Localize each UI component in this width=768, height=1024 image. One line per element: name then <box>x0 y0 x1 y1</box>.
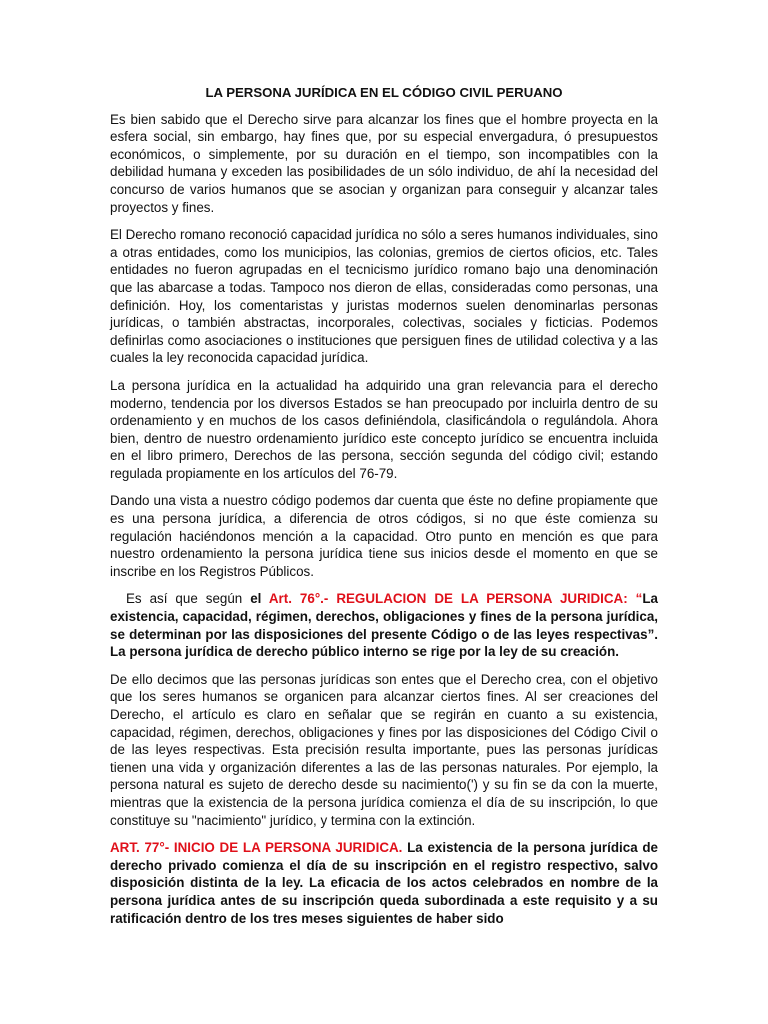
article-77-text: La existencia de la persona jurídica de derecho privado comienza el día de su inscripción en el registro respectivo, salvo disposición distinta de la ley. La eficacia de los actos celebrados en nombre de la persona jurídica antes de su inscripción queda subordinada a este requisito y a su ratificación dentro de los tres meses siguientes de haber sido <box>110 840 659 926</box>
paragraph-6: De ello decimos que las personas jurídicas son entes que el Derecho crea, con el objetivo que los seres humanos se organicen para alcanzar ciertos fines. Al ser creaciones del Derecho, el artículo es claro en señalar que se regirán en cuanto a su existencia, capacidad, régimen, derechos, obligaciones y fines por las disposiciones del Código Civil o de las leyes respectivas. Esta precisión resulta importante, pues las personas jurídicas tienen una vida y organización diferentes a las de las personas naturales. Por ejemplo, la persona natural es sujeto de derecho desde su nacimiento(') y su fin se da con la muerte, mientras que la existencia de la persona jurídica comienza el día de su inscripción, lo que constituye su "nacimiento" jurídico, y termina con la extinción. <box>110 671 658 828</box>
paragraph-3: La persona jurídica en la actualidad ha adquirido una gran relevancia para el derecho moderno, tendencia por los diversos Estados se han preocupado por incluirla dentro de su ordenamiento y en muchos de los casos definiéndola, clasificándola o regulándola. Ahora bien, dentro de nuestro ordenamiento jurídico este concepto jurídico se encuentra incluida en el libro primero, Derechos de las persona, sección segunda del código civil; estando regulada propiamente en los artículos del 76-79. <box>110 377 658 481</box>
document-body <box>110 84 662 937</box>
article-76-el: el <box>250 591 269 607</box>
article-76-lead: Es así que según <box>110 591 251 607</box>
document-title: LA PERSONA JURÍDICA EN EL CÓDIGO CIVIL PERUANO <box>205 85 563 100</box>
article-76-heading: Art. 76°.- REGULACION DE LA PERSONA JURIDICA: “ <box>268 591 643 607</box>
paragraph-2: El Derecho romano reconoció capacidad jurídica no sólo a seres humanos individuales, sino a otras entidades, como los municipios, las colonias, gremios de ciertos oficios, etc. Tales entidades no fueron agrupadas en el tecnicismo jurídico romano bajo una denominación que las abarcase a todas. Tampoco nos dieron de ellas, consideradas como personas, una definición. Hoy, los comentaristas y juristas modernos suelen denominarlas personas jurídicas, o también abstractas, incorporales, colectivas, sociales y ficticias. Podemos definirlas como asociaciones o instituciones que persiguen fines de utilidad colectiva y a las cuales la ley reconocida capacidad jurídica. <box>110 227 658 366</box>
paragraph-4: Dando una vista a nuestro código podemos dar cuenta que éste no define propiamente que es una persona jurídica, a diferencia de otros códigos, si no que éste comienza su regulación haciéndonos mención a la capacidad. Otro punto en mención es que para nuestro ordenamiento la persona jurídica tiene sus inicios desde el momento en que se inscribe en los Registros Públicos. <box>110 493 658 579</box>
paragraph-article-77 <box>110 839 658 927</box>
article-76-text: La existencia, capacidad, régimen, derechos, obligaciones y fines de la persona jurídica, se determinan por las disposiciones del presente Código o de las leyes respectivas”. La persona jurídica de derecho público interno se rige por la ley de su creación. <box>110 591 662 660</box>
paragraph-1: Es bien sabido que el Derecho sirve para alcanzar los fines que el hombre proyecta en la esfera social, sin embargo, hay fines que, por su especial envergadura, ó presupuestos económicos, o simplemente, por su duración en el tiempo, son incompatibles con la debilidad humana y exceden las posibilidades de un sólo individuo, de ahí la necesidad del concurso de varios humanos que se asocian y organizan para conseguir y alcanzar tales proyectos y fines. <box>110 111 658 215</box>
paragraph-article-76 <box>110 590 662 660</box>
article-77-heading: ART. 77°- INICIO DE LA PERSONA JURIDICA. <box>110 840 403 856</box>
